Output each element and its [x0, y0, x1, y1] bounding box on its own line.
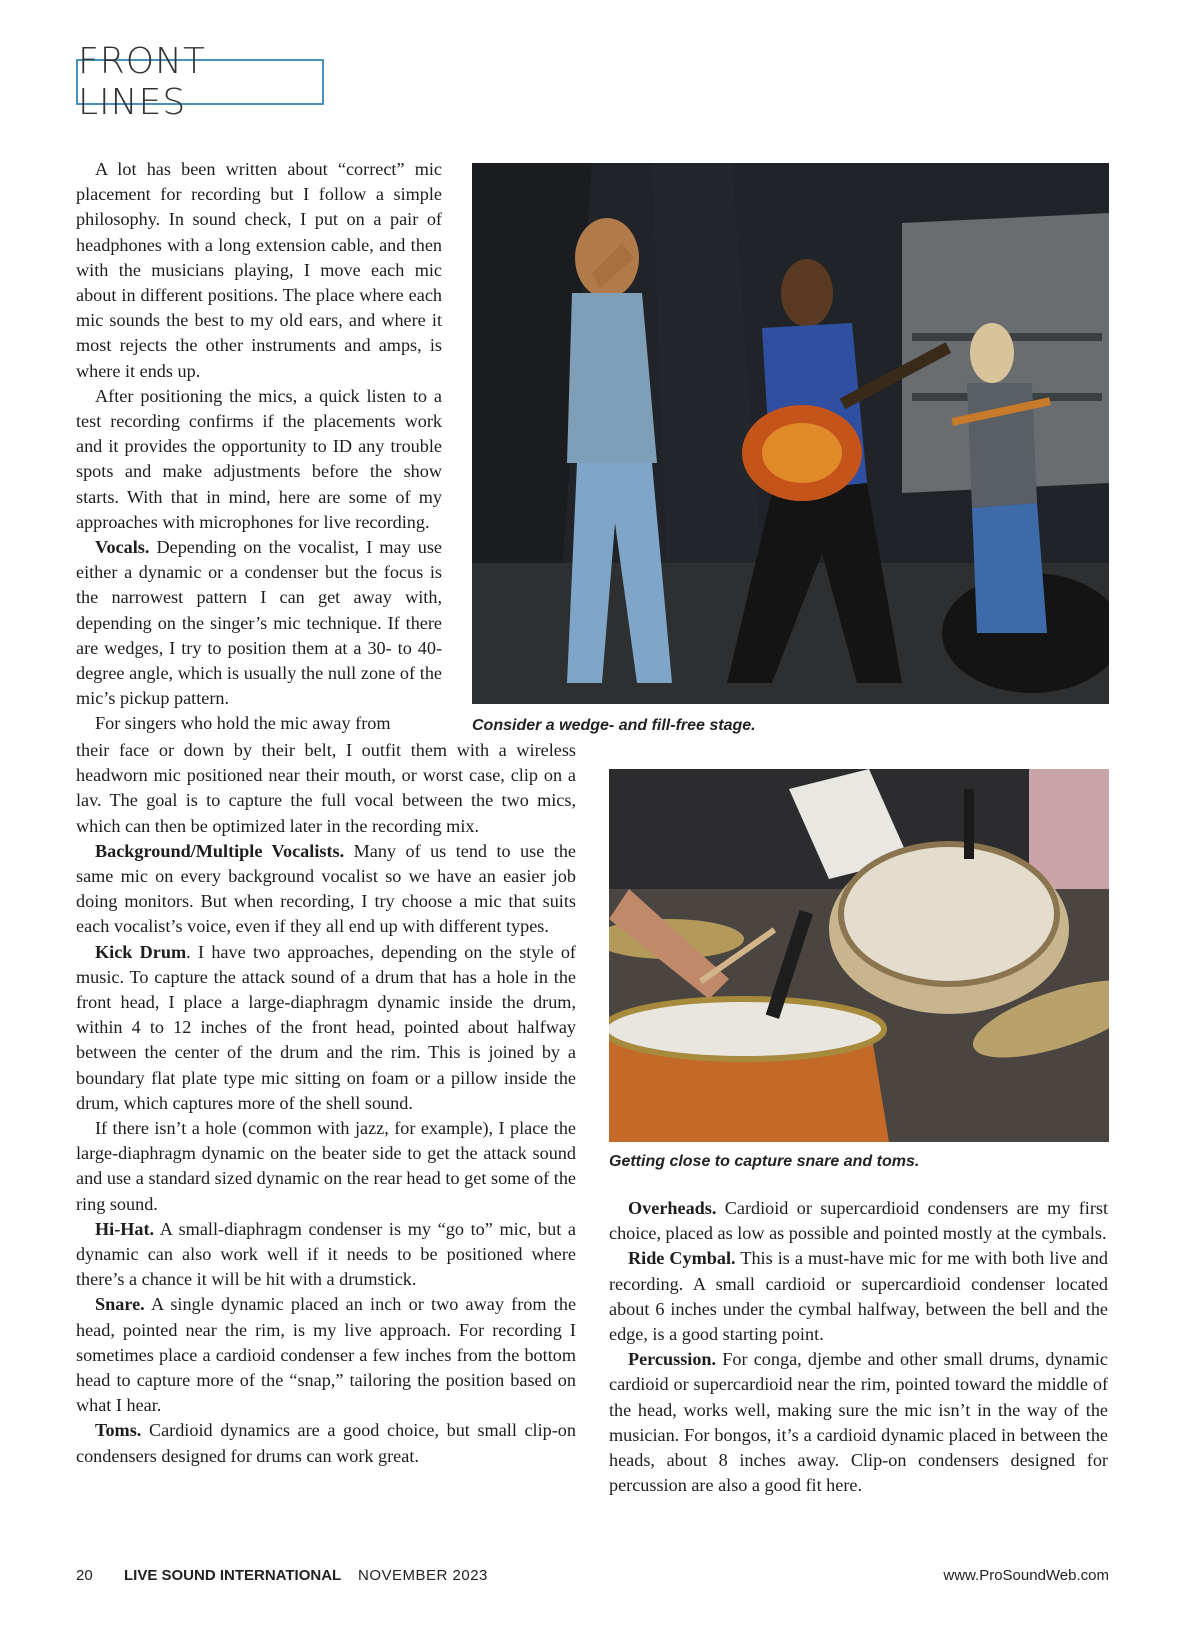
subhead-background-vocalists: Background/Multiple Vocalists. [95, 840, 345, 861]
paragraph-percussion: Percussion. For conga, djembe and other small drums, dynamic cardioid or supercardioid near the rim, pointed toward the middle of the head, works well, making sure the mic isn’t in the way of the musician. For bongos, it’s a cardioid dynamic placed in between the heads, about 8 inches away. Clip-on condensers designed for percussion are also a good fit here. [609, 1349, 1108, 1496]
subhead-kick-drum: Kick Drum [95, 941, 187, 962]
subhead-overheads: Overheads. [628, 1198, 717, 1218]
paragraph: their face or down by their belt, I outfit them with a wireless headworn mic positioned near their mouth, or worst case, clip on a lav. The goal is to capture the full vocal between the two mics, which can then be optimized later in the recording mix. [76, 740, 576, 836]
subhead-ride-cymbal: Ride Cymbal. [628, 1248, 736, 1269]
paragraph-snare: Snare. A single dynamic placed an inch or two away from the head, pointed near the rim, is my live approach. For recording I sometimes place a cardioid condenser a few inches from the bottom head to capture more of the “snap,” tailoring the position based on what I hear. [76, 1294, 577, 1416]
paragraph-background-vocalists: Background/Multiple Vocalists. Many of us tend to use the same mic on every background vocalist so we have an easier job doing monitors. But when recording, I try choose a mic that suits each vocalist’s voice, even if they all end up with different types. [76, 840, 576, 937]
paragraph: If there isn’t a hole (common with jazz, for example), I place the large-diaphragm dynamic on the beater side to get the attack sound and use a standard sized dynamic on the rear head to get some of the ring sound. [76, 1118, 576, 1214]
paragraph: A lot has been written about “correct” mic placement for recording but I follow a simple philosophy. In sound check, I put on a pair of headphones with a long extension cable, and then with the musicians playing, I move each mic about in different positions. The place where each mic sounds the best to my old ears, and where it most rejects the other instruments and amps, is where it ends up. [76, 159, 442, 381]
paragraph-overheads: Overheads. Cardioid or supercardioid condensers are my first choice, placed as low as possible and pointed mostly at the cymbals. [609, 1198, 1109, 1244]
subhead-hi-hat: Hi-Hat. [95, 1218, 155, 1239]
drum-kit-photo [609, 769, 1109, 1142]
paragraph-toms: Toms. Cardioid dynamics are a good choice, but small clip-on condensers designed for drums can work great. [76, 1420, 576, 1466]
issue-date: NOVEMBER 2023 [358, 1567, 488, 1584]
website-link[interactable]: www.ProSoundWeb.com [943, 1567, 1109, 1584]
article-column-left-bottom [76, 738, 576, 1469]
article-column-right [609, 1196, 1108, 1498]
subhead-snare: Snare. [95, 1294, 145, 1315]
page-number: 20 [76, 1567, 93, 1584]
paragraph: After positioning the mics, a quick listen to a test recording confirms if the placements work and it provides the opportunity to ID any trouble spots and make adjustments before the show starts. With that in mind, here are some of my approaches with microphones for live recording. [76, 385, 442, 532]
paragraph-kick-drum: Kick Drum. I have two approaches, depending on the style of music. To capture the attack sound of a drum that has a hole in the front head, I place a large-diaphragm dynamic inside the drum, within 4 to 12 inches of the front head, pointed about halfway between the center of the drum and the rim. This is joined by a boundary flat plate type mic sitting on foam or a pillow inside the drum, which captures more of the shell sound. [76, 941, 576, 1113]
subhead-toms: Toms. [95, 1420, 142, 1441]
drum-photo-caption: Getting close to capture snare and toms. [609, 1153, 920, 1170]
paragraph: For singers who hold the mic away from [95, 713, 391, 734]
subhead-percussion: Percussion. [628, 1349, 717, 1370]
paragraph-ride-cymbal: Ride Cymbal. This is a must-have mic for me with both live and recording. A small cardioid or supercardioid condenser located about 6 inches under the cymbal halfway, between the bell and the edge, is a good starting point. [609, 1248, 1108, 1345]
section-label: FRONT LINES [76, 59, 324, 105]
subhead-vocals: Vocals. [95, 537, 150, 558]
paragraph-vocals: Vocals. Depending on the vocalist, I may use either a dynamic or a condenser but the focus is the narrowest pattern I can get away with, depending on the singer’s mic technique. If there are wedges, I try to position them at a 30- to 40-degree angle, which is usually the null zone of the mic’s pickup pattern. [76, 537, 442, 709]
paragraph-hi-hat: Hi-Hat. A small-diaphragm condenser is my “go to” mic, but a dynamic can also work well if it needs to be positioned where there’s a chance it will be hit with a drumstick. [76, 1218, 577, 1290]
band-stage-photo [472, 163, 1109, 704]
publication-name: LIVE SOUND INTERNATIONAL [124, 1567, 342, 1584]
article-column-left-top [76, 157, 442, 737]
band-photo-caption: Consider a wedge- and fill-free stage. [472, 717, 756, 734]
